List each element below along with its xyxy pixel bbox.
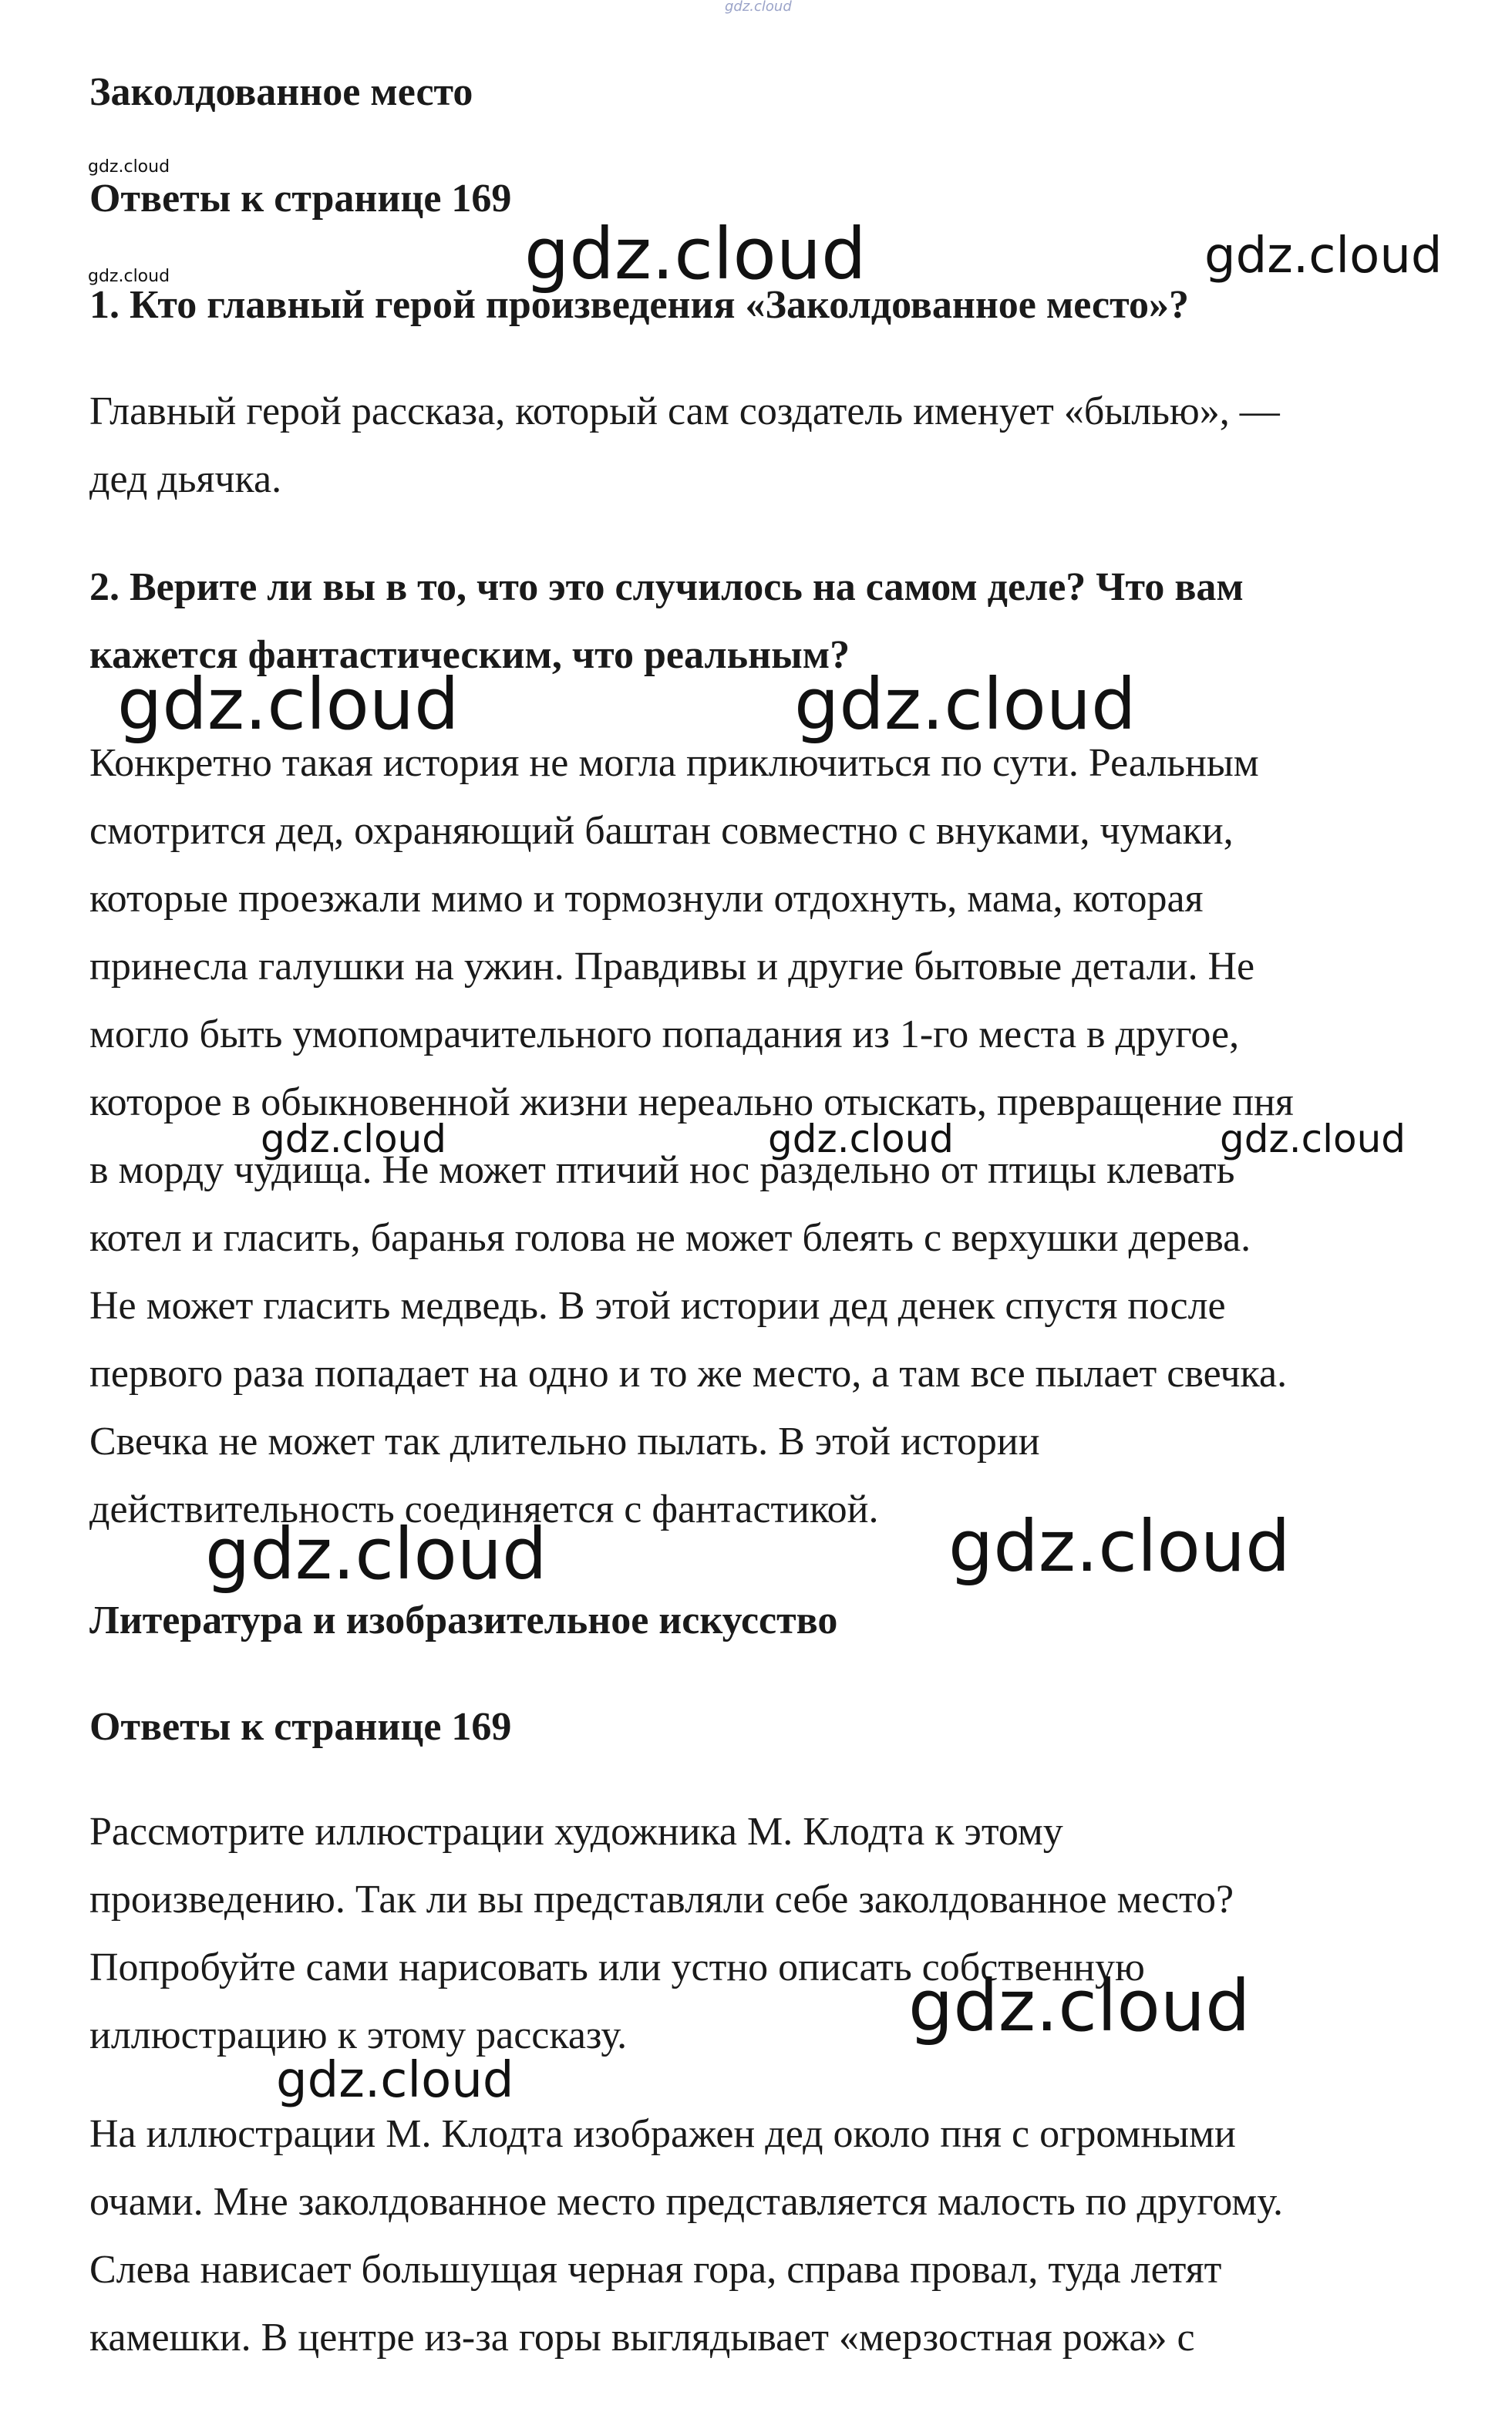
watermark-small: gdz.cloud bbox=[88, 267, 170, 286]
watermark-large: gdz.cloud bbox=[524, 213, 867, 295]
section-title: Литература и изобразительное искусство bbox=[89, 1599, 838, 1642]
watermark-large: gdz.cloud bbox=[794, 663, 1137, 746]
task-line: Попробуйте сами нарисовать или устно описать собственную bbox=[89, 1946, 1145, 1989]
answer-3 bbox=[89, 2101, 1462, 2372]
answer-line: Не может гласить медведь. В этой истории дед денек спустя после bbox=[89, 1284, 1226, 1328]
answer-line: Слева нависает большущая черная гора, справа провал, туда летят bbox=[89, 2248, 1222, 2292]
watermark-top: gdz.cloud bbox=[725, 0, 792, 15]
answer-line: первого раза попадает на одно и то же место, а там все пылает свечка. bbox=[89, 1352, 1288, 1396]
answer-line: принесла галушки на ужин. Правдивы и другие бытовые детали. Не bbox=[89, 945, 1255, 989]
document-title: Заколдованное место bbox=[89, 70, 473, 114]
watermark-large: gdz.cloud bbox=[908, 1965, 1251, 2047]
answer-line: камешки. В центре из-за горы выглядывает «мерзостная рожа» с bbox=[89, 2316, 1195, 2360]
watermark-large: gdz.cloud bbox=[948, 1505, 1291, 1588]
watermark-large: gdz.cloud bbox=[276, 2052, 514, 2109]
question-line: 2. Верите ли вы в то, что это случилось на самом деле? Что вам bbox=[89, 565, 1244, 609]
answer-line: которое в обыкновенной жизни нереально отыскать, превращение пня bbox=[89, 1080, 1294, 1124]
answer-1 bbox=[89, 378, 1462, 514]
answer-line: Конкретно такая история не могла приключиться по сути. Реальным bbox=[89, 741, 1259, 785]
answer-line: Свечка не может так длительно пылать. В этой истории bbox=[89, 1420, 1040, 1464]
answer-line: На иллюстрации М. Клодта изображен дед около пня с огромными bbox=[89, 2112, 1236, 2156]
answer-line: дед дьячка. bbox=[89, 457, 282, 501]
answer-line: которые проезжали мимо и тормознули отдохнуть, мама, которая bbox=[89, 877, 1204, 921]
task-line: Рассмотрите иллюстрации художника М. Клодта к этому bbox=[89, 1810, 1063, 1854]
watermark-medium: gdz.cloud bbox=[768, 1117, 955, 1161]
question-line: кажется фантастическим, что реальным? bbox=[89, 633, 850, 677]
answer-line: действительность соединяется с фантастикой. bbox=[89, 1487, 879, 1531]
answer-line: смотрится дед, охраняющий баштан совместно с внуками, чумаки, bbox=[89, 809, 1234, 853]
section-heading: Ответы к странице 169 bbox=[89, 177, 512, 221]
question-1: 1. Кто главный герой произведения «Заколдованное место»? bbox=[89, 283, 1189, 327]
watermark-large: gdz.cloud bbox=[117, 663, 460, 746]
answer-line: котел и гласить, баранья голова не может блеять с верхушки дерева. bbox=[89, 1216, 1251, 1260]
answer-line: очами. Мне заколдованное место представляется малость по другому. bbox=[89, 2180, 1284, 2224]
task-line: произведению. Так ли вы представляли себе заколдованное место? bbox=[89, 1878, 1234, 1922]
watermark-large: gdz.cloud bbox=[1204, 227, 1443, 285]
task-line: иллюстрацию к этому рассказу. bbox=[89, 2013, 628, 2057]
task-text bbox=[89, 1798, 1462, 2070]
answer-line: в морду чудища. Не может птичий нос раздельно от птицы клевать bbox=[89, 1148, 1235, 1192]
answer-line: Главный герой рассказа, который сам создатель именует «былью», — bbox=[89, 389, 1280, 433]
watermark-medium: gdz.cloud bbox=[261, 1117, 447, 1161]
watermark-small: gdz.cloud bbox=[88, 157, 170, 177]
answer-line: могло быть умопомрачительного попадания из 1-го места в другое, bbox=[89, 1012, 1240, 1056]
section-heading: Ответы к странице 169 bbox=[89, 1705, 512, 1749]
watermark-large: gdz.cloud bbox=[205, 1513, 547, 1595]
watermark-medium: gdz.cloud bbox=[1220, 1117, 1406, 1161]
